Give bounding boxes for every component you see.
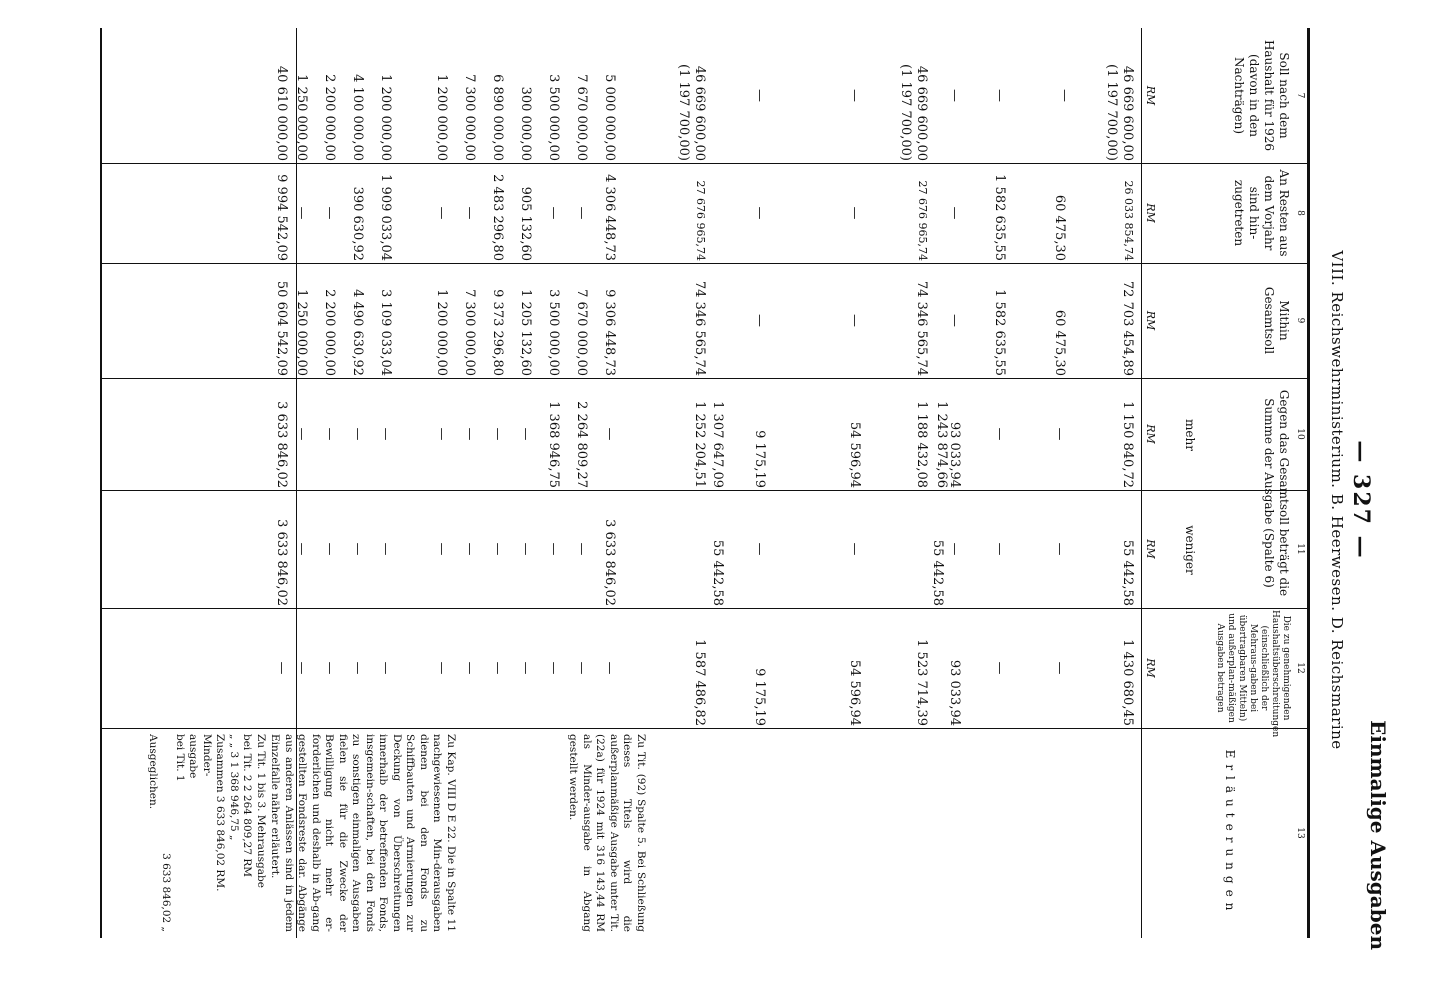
detail-cell-c7: 1 200 000,00 [434,74,449,161]
detail-cell-c10: — [350,427,365,441]
column-number: 12 [1295,662,1305,674]
cell-soll: — [947,89,962,102]
cell-gesamtsoll: 74 346 565,74 [692,280,707,376]
detail-cell-c12: — [322,661,337,675]
cell-reste: 1 582 635,55 [992,174,1007,261]
header-divider [1141,28,1142,938]
cell-ueberschreitung: 93 033,94 [947,659,962,726]
unit-label: RM [1144,424,1157,444]
header-erlaeuterungen: Erläuterungen [1223,749,1237,917]
cell-weniger: — [1052,542,1067,556]
detail-cell-c11: — [378,542,393,556]
detail-cell-c11: — [350,542,365,556]
cell-weniger: 55 442,58 [930,539,945,606]
detail-cell-c7: 7 670 000,00 [574,74,589,161]
cell-soll: — [1057,89,1072,102]
cell-mehr: — [992,427,1007,441]
cell-soll: — [992,89,1007,102]
cell-gesamtsoll: — [947,314,962,327]
detail-cell-c7: 2 200 000,00 [322,74,337,161]
cell-soll: 46 669 600,00 [914,65,929,161]
unit-label: RM [1144,539,1157,559]
cell-mehr: 1 150 840,72 [1120,401,1135,488]
unit-label: RM [1144,85,1157,106]
detail-cell-c11: 3 633 846,02 [602,519,617,606]
column-number: 10 [1295,428,1305,440]
detail-cell-c10: — [462,427,477,441]
note-line: „ „ 3 1 368 946,75 „ [228,734,240,841]
column-divider [102,490,1307,491]
detail-cell-c9: 3 500 000,00 [546,289,561,376]
detail-cell-c9: 4 490 630,92 [350,289,365,376]
detail-cell-c9: 9 306 448,73 [602,289,617,376]
detail-cell-c8: 390 630,92 [350,186,365,261]
detail-cell-c12: — [434,661,449,675]
cell-soll-nachtrag: (1 197 700,00) [1104,64,1119,161]
detail-cell-c10: — [490,427,505,441]
header-weniger: weniger [1183,525,1197,575]
cell-gesamtsoll: 1 582 635,55 [992,289,1007,376]
cell-reste: — [752,206,767,220]
detail-cell-c10: — [378,427,393,441]
cell-ueberschreitung: 1 430 680,45 [1120,639,1135,726]
cell-weniger: 55 442,58 [710,539,725,606]
detail-cell-c7: 7 300 000,00 [462,74,477,161]
cell-gesamtsoll: — [847,314,862,327]
detail-cell-c8: — [322,206,337,220]
detail-cell-c12: — [518,661,533,675]
unit-label: RM [1144,203,1157,223]
detail-cell-c8: 4 306 448,73 [602,174,617,261]
detail-cell-c8: 905 132,60 [518,186,533,261]
note-line: ausgabe [187,734,200,779]
note-tit-1-3 [146,734,268,932]
detail-cell-c8: 1 909 033,04 [378,174,393,261]
detail-cell-c11: — [518,542,533,556]
column-number: 13 [1295,827,1305,839]
detail-cell-c10: — [322,427,337,441]
column-divider [102,163,1307,164]
cell-weniger: 55 442,58 [1120,539,1135,606]
cell-weniger: — [847,542,862,556]
budget-table [100,28,1310,938]
cell-mehr: 1 243 874,66 [934,401,949,488]
cell-gesamtsoll: 72 703 454,89 [1120,280,1135,376]
note-line: bei Tit. 2 2 264 809,27 RM [241,734,254,878]
cell-gesamtsoll: 60 475,30 [1052,309,1067,376]
detail-cell-c12: — [574,661,589,675]
total-ueberschreitung: — [274,661,289,675]
total-reste: 9 994 542,09 [274,174,289,261]
cell-soll-nachtrag: (1 197 700,00) [898,64,913,161]
unit-label: RM [1144,658,1157,678]
detail-cell-c12: — [490,661,505,675]
detail-cell-c11: — [322,542,337,556]
total-mehr: 3 633 846,02 [274,401,289,488]
header-mehr: mehr [1183,419,1197,451]
cell-mehr: 9 175,19 [752,430,767,488]
header-gesamtsoll: Mithin Gesamtsoll [1262,286,1291,355]
detail-cell-c8: — [434,206,449,220]
note-tit-92: Zu Tit. (92) Spalte 5. Bei Schließung dieses Titels wird die außerplanmäßige Ausgabe unter Tit. (22a) für 1924 mit 316 143,44 RM als Minder-ausgabe in Abgang gestellt werden. [567,734,647,932]
cell-ueberschreitung: 1 523 714,39 [914,639,929,726]
note-line: Zusammen 3 633 846,02 RM. [214,734,227,892]
rotated-page [90,0,1390,1000]
detail-cell-c9: 1 200 000,00 [434,289,449,376]
detail-cell-c9: 2 200 000,00 [322,289,337,376]
total-soll: 40 610 000,00 [274,65,289,161]
note-line: 3 633 846,02 „ [160,853,173,932]
detail-cell-c12: — [462,661,477,675]
detail-cell-c8: — [546,206,561,220]
cell-reste: 27 676 965,74 [694,180,707,261]
unit-label: RM [1144,310,1157,331]
detail-cell-c7: 300 000,00 [518,86,533,161]
cell-mehr: 93 033,94 [947,421,962,488]
column-divider [102,728,1307,729]
cell-ueberschreitung: — [992,661,1007,675]
cell-ueberschreitung: 9 175,19 [752,668,767,726]
detail-cell-c9: 3 109 033,04 [378,289,393,376]
detail-cell-c11: — [434,542,449,556]
column-number: 8 [1295,210,1305,216]
detail-cell-c11: — [462,542,477,556]
cell-gesamtsoll: 74 346 565,74 [914,280,929,376]
page-subtitle: VIII. Reichswehrministerium. B. Heerwesen. D. Reichsmarine [1328,250,1346,750]
detail-cell-c11: — [294,542,309,556]
note-line: Minder- [201,734,213,777]
note-line: bei Tit. 1 [174,734,186,782]
cell-reste: — [847,206,862,220]
page-number: — 327 — [1348,440,1374,560]
detail-cell-c7: 1 250 000,00 [294,74,309,161]
detail-cell-c12: — [546,661,561,675]
detail-cell-c7: 4 100 000,00 [350,74,365,161]
header-group: Gegen das Gesamtsoll beträgt die Summe der Ausgabe (Spalte 6) [1262,389,1291,597]
header-ueberschreitungen: Die zu genehmigenden Haushaltsüberschreitungen (einschließlich der Mehraus-gaben bei übertragbaren Mitteln) und außerplan-mäßigen Ausgaben betragen [1215,610,1291,738]
cell-weniger: — [947,542,962,556]
detail-cell-c10: — [518,427,533,441]
page-title: Einmalige Ausgaben [1366,720,1390,950]
column-divider [102,378,1307,379]
detail-cell-c11: — [574,542,589,556]
column-number: 7 [1295,92,1305,99]
detail-cell-c12: — [602,661,617,675]
detail-cell-c12: — [350,661,365,675]
note-line: Zu Tit. 1 bis 3. Mehrausgabe [255,734,267,888]
column-number: 11 [1295,543,1305,555]
cell-reste: 27 676 965,74 [916,180,929,261]
detail-cell-c8: — [574,206,589,220]
note-kap-viii: Zu Kap. VIII D E 22. Die in Spalte 11 nachgewiesenen Min-derausgaben dienen bei den Fonds zu Schiffbauten und Armierungen zur Deckung von Überschreitungen innerhalb der betreffenden Fonds, insgemein-schaften, bei den Fonds zu sonstigen einmaligen Ausgaben fielen sie für die Zwecke der Bewilligung nicht mehr er-forderlichen und deshalb in Ab-gang gestellten Fondsreste dar. Abgänge aus anderen Anlässen sind in jedem Einzelfalle näher erläutert. [269,734,457,932]
cell-weniger: — [992,542,1007,556]
detail-cell-c8: 2 483 296,80 [490,174,505,261]
column-divider [102,263,1307,264]
detail-cell-c11: — [490,542,505,556]
detail-cell-c9: 1 250 000,00 [294,289,309,376]
cell-soll: — [752,89,767,102]
detail-cell-c12: — [294,661,309,675]
cell-mehr: — [1052,427,1067,441]
cell-reste: 60 475,30 [1052,194,1067,261]
cell-soll: 46 669 600,00 [1120,65,1135,161]
cell-reste: — [947,206,962,220]
cell-ueberschreitung: 54 596,94 [847,659,862,726]
cell-gesamtsoll: — [752,314,767,327]
header-soll: Soll nach dem Haushalt für 1926 (davon in den Nachträgen) [1232,39,1291,152]
cell-soll-nachtrag: (1 197 700,00) [676,64,691,161]
cell-soll: 46 669 600,00 [692,65,707,161]
detail-cell-c11: — [546,542,561,556]
note-line: Ausgeglichen. [147,734,159,810]
detail-cell-c9: 7 300 000,00 [462,289,477,376]
total-weniger: 3 633 846,02 [274,519,289,606]
detail-cell-c10: — [434,427,449,441]
cell-soll: — [847,89,862,102]
detail-cell-c9: 7 670 000,00 [574,289,589,376]
cell-mehr: 54 596,94 [847,421,862,488]
cell-reste: 26 033 854,74 [1122,180,1135,261]
digitization-credit [4,610,14,995]
cell-mehr: 1 252 204,51 [692,401,707,488]
detail-cell-c10: 2 264 809,27 [574,401,589,488]
column-number: 9 [1295,317,1305,324]
total-gesamtsoll: 50 604 542,09 [274,280,289,376]
cell-mehr: 1 188 432,08 [914,401,929,488]
detail-cell-c8: — [294,206,309,220]
detail-cell-c7: 3 500 000,00 [546,74,561,161]
cell-ueberschreitung: — [1052,661,1067,675]
detail-cell-c7: 1 200 000,00 [378,74,393,161]
detail-cell-c9: 9 373 296,80 [490,289,505,376]
detail-cell-c10: — [602,427,617,441]
cell-ueberschreitung: 1 587 486,82 [692,639,707,726]
detail-cell-c8: — [462,206,477,220]
detail-cell-c9: 1 205 132,60 [518,289,533,376]
detail-cell-c12: — [378,661,393,675]
detail-cell-c7: 5 000 000,00 [602,74,617,161]
detail-cell-c7: 6 890 000,00 [490,74,505,161]
cell-weniger: — [752,542,767,556]
detail-cell-c10: — [294,427,309,441]
header-reste: An Resten aus dem Vorjahr sind hin-zugetreten [1232,169,1291,257]
detail-cell-c10: 1 368 946,75 [546,401,561,488]
cell-mehr: 1 307 647,09 [710,401,725,488]
